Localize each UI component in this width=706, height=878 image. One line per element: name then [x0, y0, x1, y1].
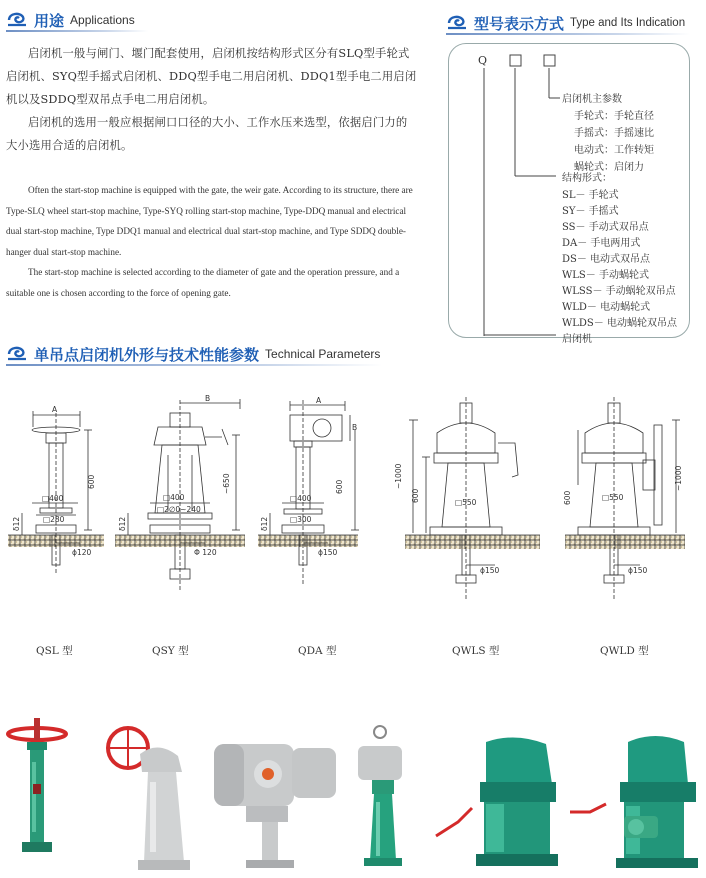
- qwls-photo: [436, 737, 558, 866]
- header-underline: [6, 30, 148, 32]
- machine-label: 启闭机: [562, 334, 592, 345]
- swirl-logo-icon: [6, 10, 32, 30]
- qsl-dim-h: 600: [87, 474, 96, 489]
- caption-qda: QDA 型: [298, 645, 337, 657]
- qsy-labels: [118, 394, 231, 557]
- type-indication-header: [446, 11, 690, 35]
- header-underline: [6, 364, 382, 366]
- qwld-dim-phi: ϕ150: [628, 566, 648, 575]
- technical-title-en: Technical Parameters: [265, 347, 381, 361]
- caption-qwls: QWLS 型: [452, 645, 500, 657]
- qda-dim-d2: □300: [290, 515, 312, 524]
- main-param-item: 手摇式：手摇速比: [574, 128, 654, 139]
- main-param-item: 电动式：工作转矩: [574, 145, 654, 156]
- qwls-dim-h1: ~1000: [394, 463, 403, 489]
- en-paragraph-1: Often the start-stop machine is equipped with the gate, the weir gate. According to its structure, there are Type-SLQ wheel start-stop machine, Type-SYQ rolling start-stop machine, Type-DDQ manual and electrical dual start-stop machine, Type DDQ1 manual and electrical dual start-stop machine, and Type SDDQ double-hanger dual start-stop machine.: [6, 185, 413, 257]
- qda-photo: [214, 744, 336, 868]
- qda-dim-a: A: [316, 396, 322, 405]
- main-param-label: 启闭机主参数: [562, 94, 622, 105]
- applications-cn-text: [6, 42, 418, 157]
- applications-title-en: Applications: [70, 13, 135, 27]
- qsl-photo: [8, 718, 66, 852]
- qsy-dim-base: δ12: [118, 516, 127, 531]
- qwld-drawing: [565, 397, 685, 600]
- qda-green-photo: [358, 726, 402, 866]
- qsl-dim-phi: ϕ120: [72, 548, 92, 557]
- qwls-dim-h2: 600: [411, 488, 420, 503]
- qda-dim-phi: ϕ150: [318, 548, 338, 557]
- caption-qsy: QSY 型: [152, 645, 189, 657]
- qda-dim-base: δ12: [260, 516, 269, 531]
- qwls-dim-d: □550: [455, 498, 477, 507]
- main-param-item: 蜗轮式：启闭力: [574, 162, 644, 173]
- caption-qwld: QWLD 型: [600, 645, 649, 657]
- qsl-dim-d1: □400: [42, 494, 64, 503]
- qsl-dim-a: A: [52, 405, 58, 414]
- qsy-dim-d1: □400: [163, 493, 185, 502]
- qda-dim-h: 600: [335, 479, 344, 494]
- qsy-dim-phi: Φ 120: [194, 548, 217, 557]
- structure-item: DS－ 电动式双吊点: [562, 254, 651, 265]
- technical-title-cn: 单吊点启闭机外形与技术性能参数: [34, 345, 260, 364]
- swirl-logo-icon: [446, 13, 472, 33]
- qsy-photo: [108, 728, 190, 870]
- type-code-letter: Q: [478, 54, 488, 67]
- applications-header: [6, 8, 148, 32]
- en-paragraph-2: The start-stop machine is selected according to the diameter of gate and the operation pressure, and a suitable one is chosen according to the force of opening gate.: [6, 267, 400, 298]
- qsy-dim-b: B: [205, 394, 211, 403]
- qsl-dim-d2: □280: [43, 515, 65, 524]
- qwld-dim-h2: 600: [563, 490, 572, 505]
- structure-item: SS－ 手动式双吊点: [562, 222, 649, 233]
- qsy-dim-d2: □2∅0~240: [157, 505, 201, 514]
- qwls-dim-phi: ϕ150: [480, 566, 500, 575]
- structure-item: DA－ 手电两用式: [562, 238, 641, 249]
- qwld-labels: [563, 465, 683, 575]
- structure-item: WLD－ 电动蜗轮式: [562, 302, 651, 313]
- product-photos: [0, 712, 706, 876]
- technical-drawings: [0, 385, 706, 610]
- structure-item: SL－ 手轮式: [562, 190, 619, 201]
- structure-label: 结构形式：: [562, 173, 612, 184]
- technical-header: [6, 342, 382, 366]
- qwld-dim-d: □550: [602, 493, 624, 502]
- main-param-item: 手轮式：手轮直径: [574, 111, 654, 122]
- structure-item: WLSS－ 手动蜗轮双吊点: [562, 286, 676, 297]
- cn-paragraph-1: 启闭机一般与闸门、堰门配套使用，启闭机按结构形式区分有SLQ型手轮式启闭机、SYQ型手摇式启闭机、DDQ型手电二用启闭机、DDQ1型手电二用启闭机以及SDDQ型双吊点手电二用启闭机。: [6, 47, 417, 106]
- qwld-dim-h1: ~1000: [674, 465, 683, 491]
- structure-item: SY－ 手摇式: [562, 206, 619, 217]
- structure-item: WLS－ 手动蜗轮式: [562, 270, 649, 281]
- applications-en-text: [6, 180, 418, 303]
- type-indication-title-cn: 型号表示方式: [474, 14, 565, 33]
- structure-item: WLDS－ 电动蜗轮双吊点: [562, 318, 677, 329]
- qwld-photo: [570, 736, 698, 868]
- qsl-labels: [12, 405, 96, 557]
- qda-dim-d1: □400: [290, 494, 312, 503]
- qsl-dim-base: δ12: [12, 516, 21, 531]
- caption-qsl: QSL 型: [36, 645, 73, 657]
- qsy-dim-h: ~650: [222, 473, 231, 494]
- swirl-logo-icon: [6, 344, 32, 364]
- type-indication-title-en: Type and Its Indication: [570, 17, 686, 29]
- qda-dim-b: B: [352, 423, 358, 432]
- cn-paragraph-2: 启闭机的选用一般应根据闸口口径的大小、工作水压来选型，依据启门力的大小选用合适的启闭机。: [6, 116, 408, 152]
- applications-title-cn: 用途: [34, 11, 65, 30]
- header-underline: [446, 33, 690, 35]
